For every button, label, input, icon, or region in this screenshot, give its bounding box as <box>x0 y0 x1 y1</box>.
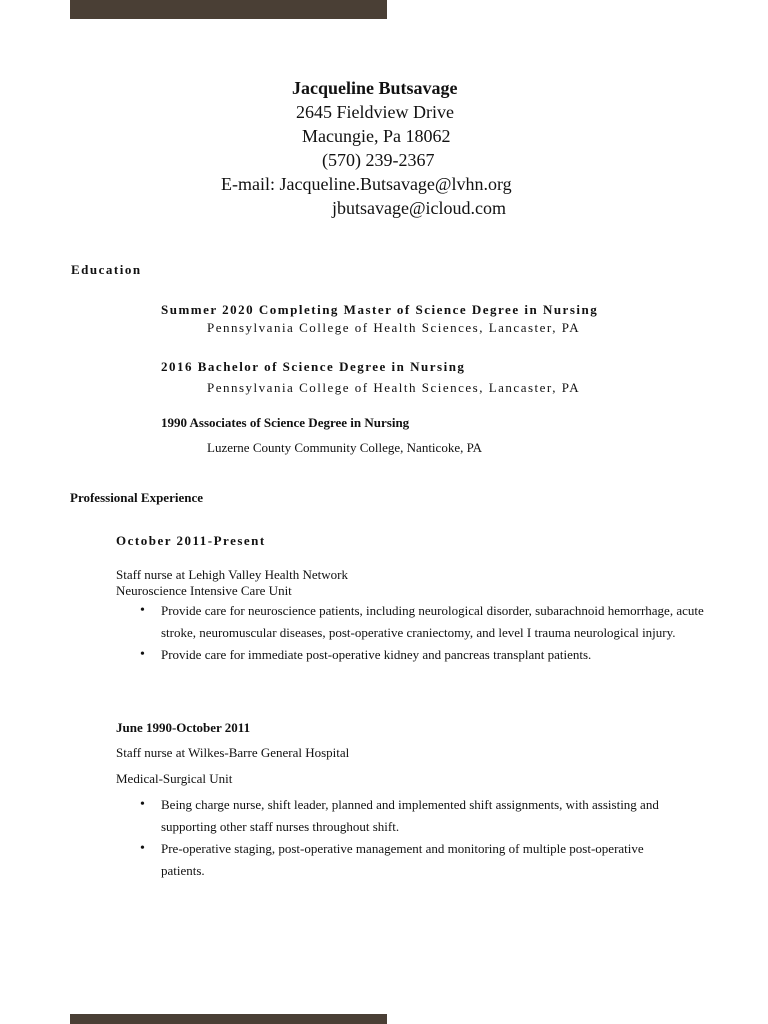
job-2-bullet-list <box>137 794 682 882</box>
phone-number: (570) 239-2367 <box>322 150 435 170</box>
list-item: • Provide care for neuroscience patients, including neurological disorder, subarachnoid hemorrhage, acute stroke, neuromuscular diseases, post-operative craniectomy, and level I trauma neurological injury. <box>137 600 707 644</box>
top-decorative-bar <box>70 0 387 19</box>
address-line-1: 2645 Fieldview Drive <box>296 102 454 122</box>
job-1-dates: October 2011-Present <box>116 533 266 548</box>
address-line-2: Macungie, Pa 18062 <box>302 126 451 146</box>
job-2-dates: June 1990-October 2011 <box>116 720 251 735</box>
school-2: Pennsylvania College of Health Sciences, Lancaster, PA <box>207 380 581 395</box>
applicant-name: Jacqueline Butsavage <box>292 78 458 98</box>
degree-1: Summer 2020 Completing Master of Science Degree in Nursing <box>161 302 599 317</box>
job-2-unit: Medical-Surgical Unit <box>116 771 233 786</box>
email-primary: E-mail: Jacqueline.Butsavage@lvhn.org <box>221 174 512 194</box>
job-1-unit: Neuroscience Intensive Care Unit <box>116 583 292 598</box>
list-item: • Pre-operative staging, post-operative management and monitoring of multiple post-operative patients. <box>137 838 682 882</box>
job-1-title: Staff nurse at Lehigh Valley Health Network <box>116 567 349 582</box>
school-3: Luzerne County Community College, Nanticoke, PA <box>207 440 483 455</box>
bottom-decorative-bar <box>70 1014 387 1024</box>
school-1: Pennsylvania College of Health Sciences, Lancaster, PA <box>207 320 581 335</box>
job-1-bullet-list <box>137 600 707 666</box>
list-item: • Being charge nurse, shift leader, planned and implemented shift assignments, with assisting and supporting other staff nurses throughout shift. <box>137 794 682 838</box>
email-secondary: jbutsavage@icloud.com <box>332 198 507 218</box>
degree-3: 1990 Associates of Science Degree in Nursing <box>161 415 410 430</box>
experience-heading: Professional Experience <box>70 490 203 505</box>
degree-2: 2016 Bachelor of Science Degree in Nursing <box>161 359 466 374</box>
education-heading: Education <box>71 262 142 277</box>
job-2-title: Staff nurse at Wilkes-Barre General Hospital <box>116 745 350 760</box>
list-item: • Provide care for immediate post-operative kidney and pancreas transplant patients. <box>137 644 707 666</box>
